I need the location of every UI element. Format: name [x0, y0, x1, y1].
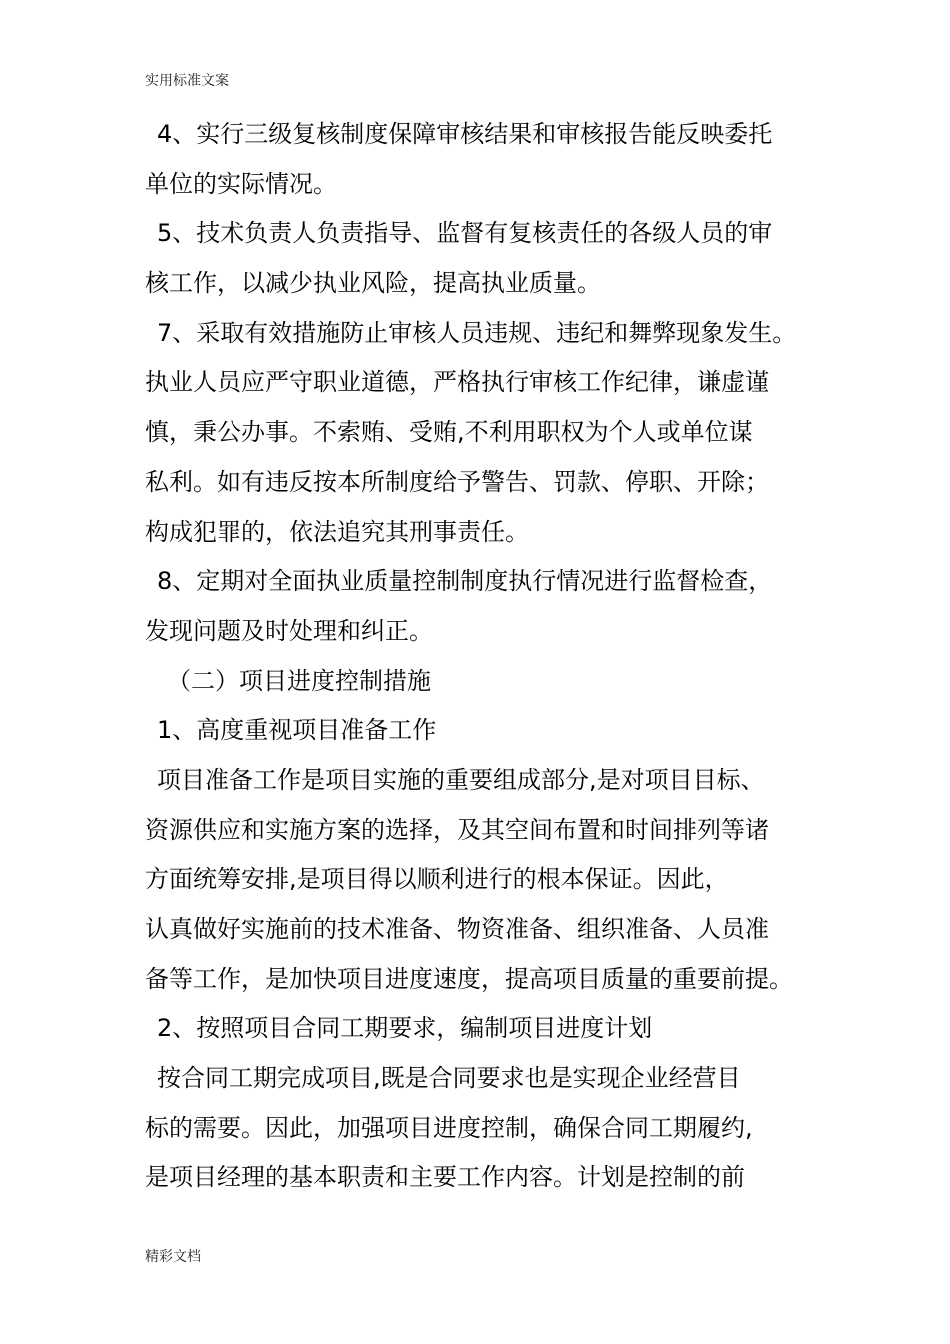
text-line: 单位的实际情况。	[145, 169, 337, 198]
text-line: 构成犯罪的，依法追究其刑事责任。	[145, 517, 529, 546]
text-line: 4、实行三级复核制度保障审核结果和审核报告能反映委托	[157, 120, 773, 148]
text-line: 认真做好实施前的技术准备、物资准备、组织准备、人员准	[145, 915, 769, 943]
text-line: 是项目经理的基本职责和主要工作内容。计划是控制的前	[145, 1163, 745, 1192]
text-line: 慎，秉公办事。不索贿、受贿,不利用职权为个人或单位谋	[145, 418, 753, 447]
text-line: 方面统筹安排,是项目得以顺利进行的根本保证。因此，	[145, 865, 729, 894]
page-footer-note: 精彩文档	[145, 1249, 201, 1265]
page-header-note: 实用标准文案	[145, 73, 229, 89]
text-line: 按合同工期完成项目,既是合同要求也是实现企业经营目	[157, 1064, 741, 1093]
text-line: 资源供应和实施方案的选择，及其空间布置和时间排列等诸	[145, 815, 769, 844]
text-line: 7、采取有效措施防止审核人员违规、违纪和舞弊现象发生。	[157, 318, 797, 347]
text-line: 发现问题及时处理和纠正。	[145, 616, 433, 645]
text-line: 执业人员应严守职业道德，严格执行审核工作纪律，谦虚谨	[145, 368, 769, 397]
text-line: 5、技术负责人负责指导、监督有复核责任的各级人员的审	[157, 219, 773, 248]
text-line: 核工作，以减少执业风险，提高执业质量。	[145, 269, 601, 298]
document-body	[145, 110, 815, 1203]
text-line: 2、按照项目合同工期要求，编制项目进度计划	[157, 1014, 653, 1043]
text-line: 8、定期对全面执业质量控制制度执行情况进行监督检查，	[157, 567, 773, 596]
text-line: 备等工作，是加快项目进度速度，提高项目质量的重要前提。	[145, 964, 793, 993]
section-heading: （二）项目进度控制措施	[167, 666, 431, 695]
text-line: 项目准备工作是项目实施的重要组成部分,是对项目目标、	[157, 765, 765, 794]
text-line: 私利。如有违反按本所制度给予警告、罚款、停职、开除；	[145, 467, 769, 496]
text-line: 标的需要。因此，加强项目进度控制，确保合同工期履约,	[145, 1113, 753, 1142]
text-line: 1、高度重视项目准备工作	[157, 716, 437, 745]
